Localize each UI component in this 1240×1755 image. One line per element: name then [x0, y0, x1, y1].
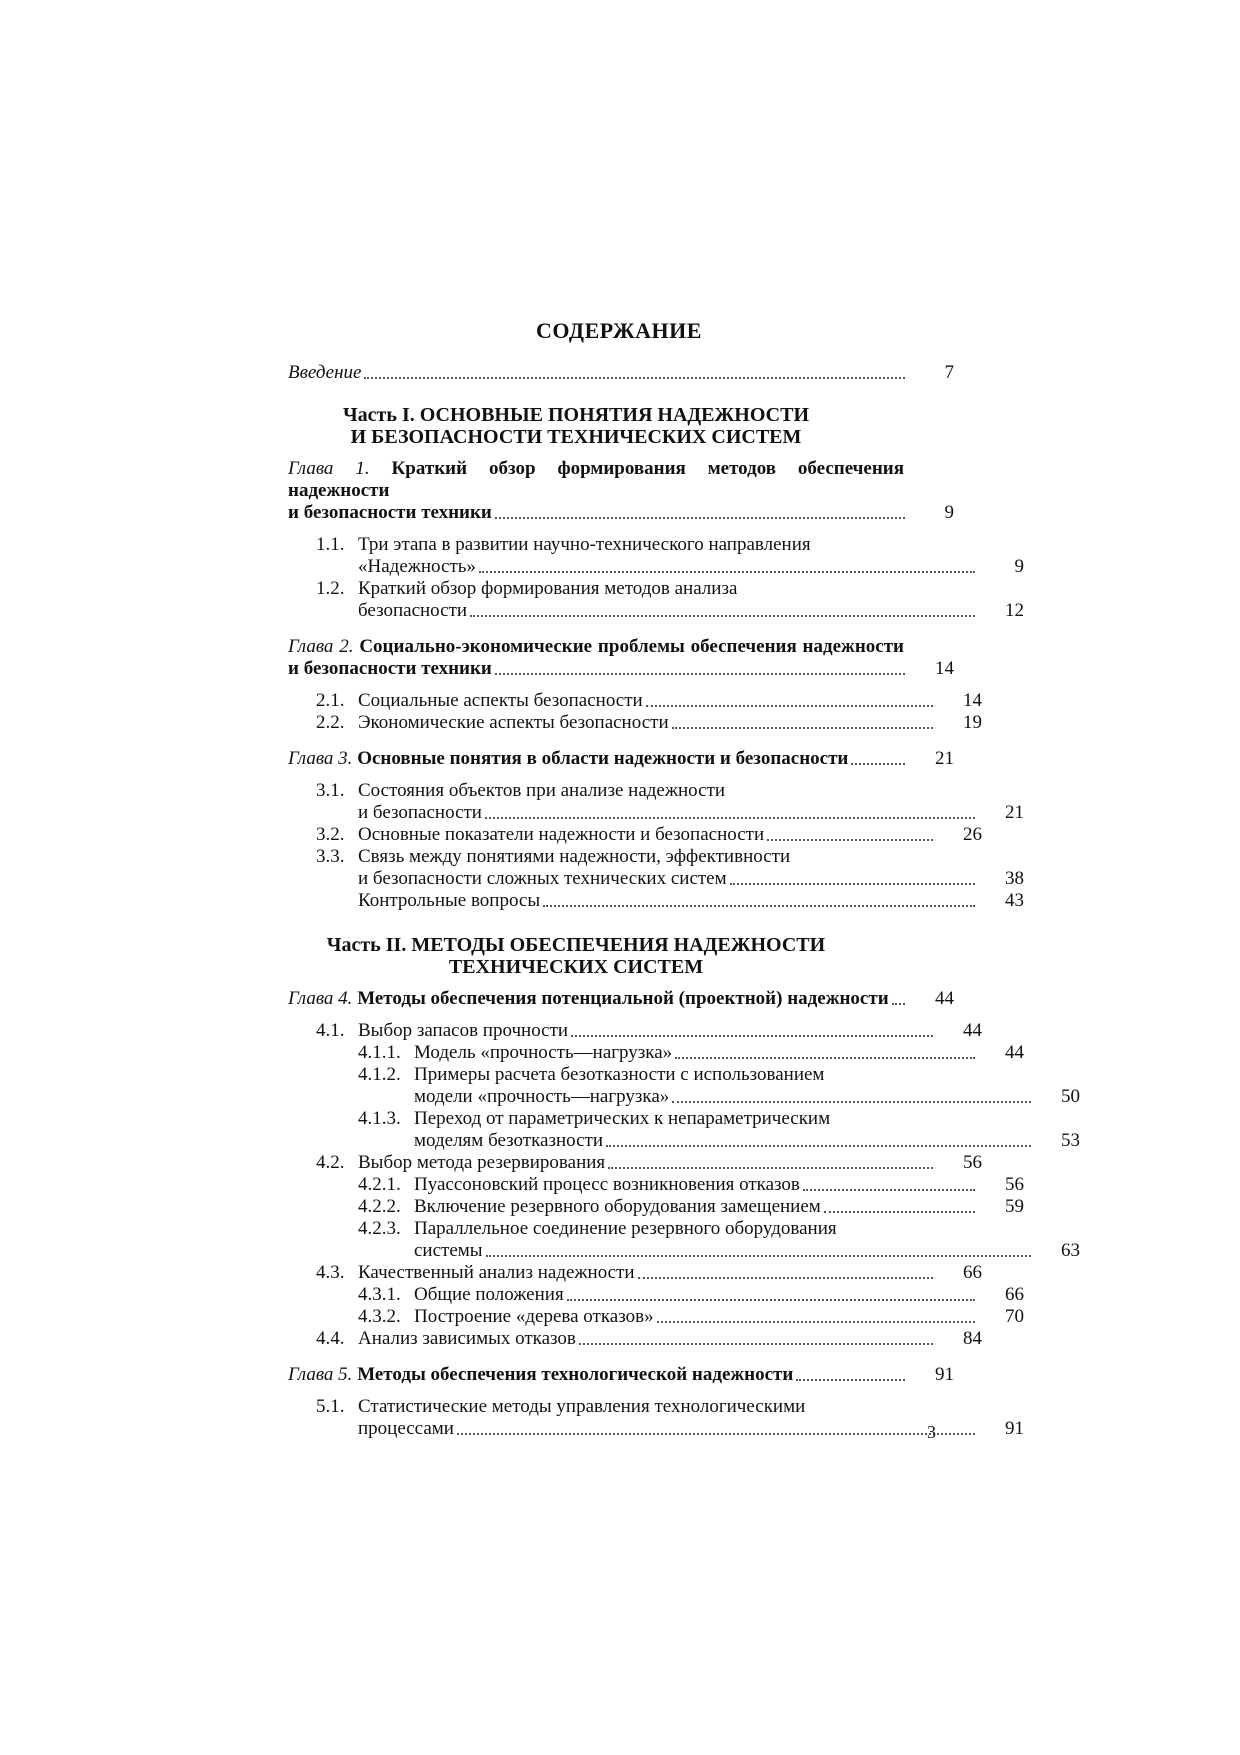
chapter-5: Глава 5. Методы обеспечения технологической надежности 91 [288, 1364, 954, 1385]
toc-entry-4-1-3: 4.1.3. Переход от параметрических к непараметрическим моделям безотказности 53 [358, 1108, 1080, 1151]
toc-entry-4-3-2: 4.3.2. Построение «дерева отказов» 70 [358, 1306, 1024, 1327]
toc-entry-4-1-2: 4.1.2. Примеры расчета безотказности с использованием модели «прочность—нагрузка» 50 [358, 1064, 1080, 1107]
toc-entry-4-4: 4.4. Анализ зависимых отказов 84 [316, 1328, 982, 1349]
toc-entry-intro [288, 362, 954, 384]
toc-entry-4-1-1: 4.1.1. Модель «прочность—нагрузка» 44 [358, 1042, 1024, 1063]
page-title: СОДЕРЖАНИЕ [536, 318, 702, 343]
toc-entry-text: Введение [288, 362, 362, 383]
chapter-4: Глава 4. Методы обеспечения потенциальной (проектной) надежности 44 [288, 988, 954, 1009]
toc-entry-2-1: 2.1. Социальные аспекты безопасности 14 [316, 690, 982, 711]
toc-page-number: 7 [944, 362, 954, 383]
chapter-2: Глава 2. Социально-экономические проблемы обеспечения надежности и безопасности техники 14 [288, 636, 954, 679]
toc-entry-4-2-2: 4.2.2. Включение резервного оборудования замещением 59 [358, 1196, 1024, 1217]
table-of-contents [288, 318, 1080, 1440]
dot-leader [364, 377, 905, 379]
toc-entry-4-3-1: 4.3.1. Общие положения 66 [358, 1284, 1024, 1305]
toc-entry-3-2: 3.2. Основные показатели надежности и безопасности 26 [316, 824, 982, 845]
chapter-1: Глава 1. Краткий обзор формирования методов обеспечения надежности и безопасности техники 9 [288, 458, 954, 523]
toc-entry-1-1: 1.1. Три этапа в развитии научно-технического направления «Надежность» 9 [316, 534, 1024, 577]
toc-entry-questions: Контрольные вопросы 43 [358, 890, 1024, 911]
toc-entry-1-2: 1.2. Краткий обзор формирования методов анализа безопасности 12 [316, 578, 1024, 621]
toc-entry-4-2-1: 4.2.1. Пуассоновский процесс возникновения отказов 56 [358, 1174, 1024, 1195]
toc-entry-2-2: 2.2. Экономические аспекты безопасности 19 [316, 712, 982, 733]
part-heading-2: Часть II. МЕТОДЫ ОБЕСПЕЧЕНИЯ НАДЕЖНОСТИ ТЕХНИЧЕСКИХ СИСТЕМ [326, 934, 826, 978]
page-number: 3 [927, 1422, 936, 1442]
chapter-3: Глава 3. Основные понятия в области надежности и безопасности 21 [288, 748, 954, 769]
toc-entry-3-1: 3.1. Состояния объектов при анализе надежности и безопасности 21 [316, 780, 1024, 823]
dot-leader [495, 517, 905, 519]
toc-entry-3-3: 3.3. Связь между понятиями надежности, эффективности и безопасности сложных технических систем 38 [316, 846, 1024, 889]
toc-entry-4-3: 4.3. Качественный анализ надежности 66 [316, 1262, 982, 1283]
toc-entry-4-1: 4.1. Выбор запасов прочности 44 [316, 1020, 982, 1041]
toc-entry-4-2: 4.2. Выбор метода резервирования 56 [316, 1152, 982, 1173]
part-heading-1: Часть I. ОСНОВНЫЕ ПОНЯТИЯ НАДЕЖНОСТИ И БЕЗОПАСНОСТИ ТЕХНИЧЕСКИХ СИСТЕМ [343, 404, 809, 448]
toc-entry-4-2-3: 4.2.3. Параллельное соединение резервного оборудования системы 63 [358, 1218, 1080, 1261]
toc-entry-5-1: 5.1. Статистические методы управления технологическими процессами 91 [316, 1396, 1024, 1439]
